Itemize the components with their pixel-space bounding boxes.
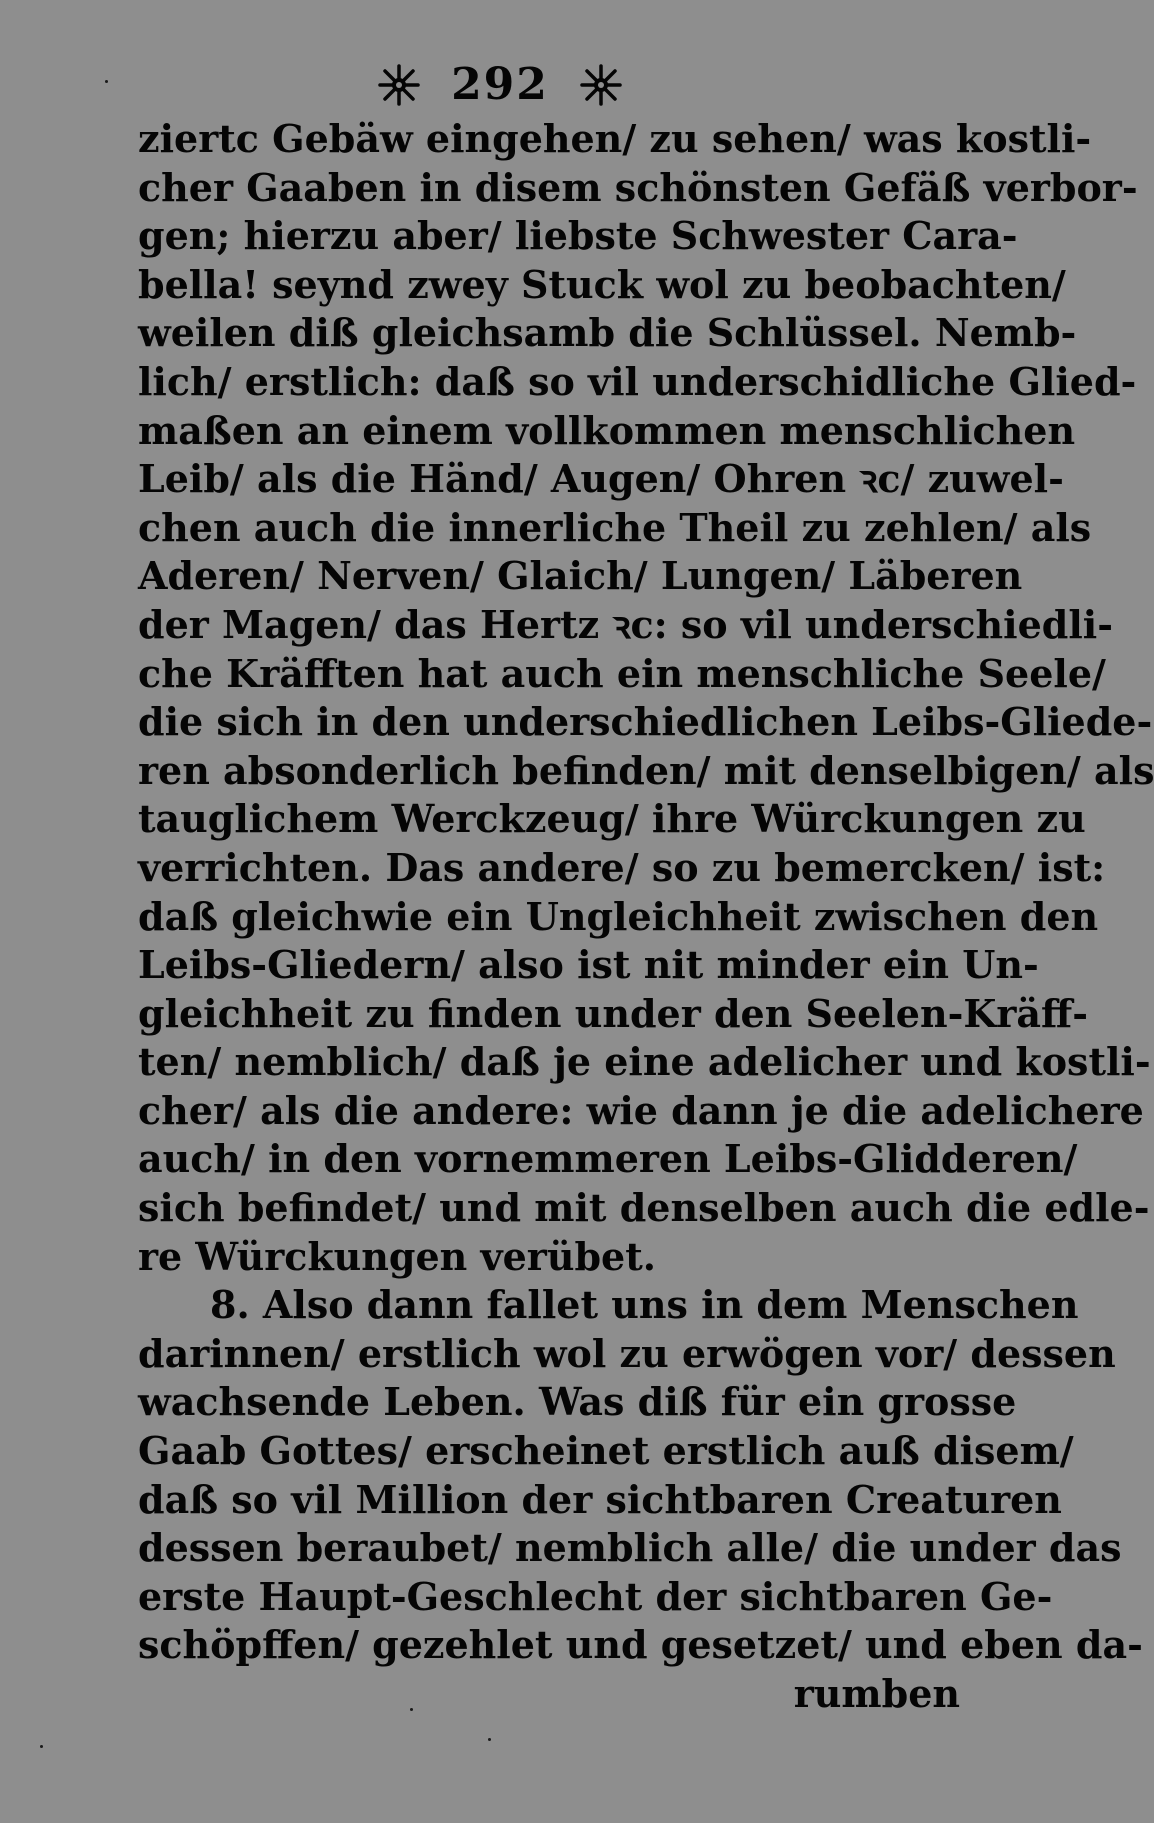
text-line: die sich in den underschiedlichen Leibs-Gliede- (138, 699, 1153, 745)
catchword: rumben (793, 1671, 960, 1716)
text-line: ten/ nemblich/ daß je eine adelicher und kostli- (138, 1039, 1151, 1085)
text-line: gleichheit zu finden under den Seelen-Kräff- (138, 990, 1088, 1036)
text-line: weilen diß gleichsamb die Schlüssel. Nemb- (138, 310, 1077, 356)
paper-speck (488, 1738, 491, 1741)
paper-speck (105, 80, 108, 83)
asterisk-flower-icon (377, 63, 421, 107)
text-line: daß gleichwie ein Ungleichheit zwischen den (138, 893, 1099, 939)
text-line: wachsende Leben. Was diß für ein grosse (138, 1379, 1017, 1425)
text-line: tauglichem Werckzeug/ ihre Würckungen zu (138, 796, 1086, 842)
paragraph-start-line: 8. Also dann fallet uns in dem Menschen (210, 1282, 1079, 1328)
text-line: cher/ als die andere: wie dann je die adelichere (138, 1087, 1144, 1133)
text-line: erste Haupt-Geschlecht der sichtbaren Ge- (138, 1573, 1053, 1619)
text-line: ren absonderlich befinden/ mit denselbigen/ als (138, 747, 1154, 793)
page-number: 292 (451, 58, 549, 110)
text-line: chen auch die innerliche Theil zu zehlen/ als (138, 504, 1092, 550)
text-line: sich befindet/ und mit denselben auch die edle- (138, 1185, 1150, 1231)
text-line: Leib/ als die Händ/ Augen/ Ohren ꝛc/ zuwel- (138, 456, 1064, 502)
text-line: daß so vil Million der sichtbaren Creaturen (138, 1476, 1062, 1522)
text-line: Aderen/ Nerven/ Glaich/ Lungen/ Läberen (138, 553, 1023, 599)
paper-speck (410, 1708, 413, 1711)
text-line: verrichten. Das andere/ so zu bemercken/ ist: (138, 844, 1106, 890)
text-line: Gaab Gottes/ erscheinet erstlich auß disem/ (138, 1428, 1074, 1474)
text-line: lich/ erstlich: daß so vil underschidliche Glied- (138, 358, 1137, 404)
body-text (138, 115, 1154, 1719)
text-line: schöpffen/ gezehlet und gesetzet/ und eben da- (138, 1622, 1143, 1668)
text-line: Leibs-Gliedern/ also ist nit minder ein Un- (138, 942, 1039, 988)
text-line: darinnen/ erstlich wol zu erwögen vor/ dessen (138, 1330, 1116, 1376)
text-line: cher Gaaben in disem schönsten Gefäß verbor- (138, 164, 1138, 210)
text-line: re Würckungen verübet. (138, 1233, 656, 1279)
text-line: der Magen/ das Hertz ꝛc: so vil underschiedli- (138, 601, 1114, 647)
text-line: bella! seynd zwey Stuck wol zu beobachten/ (138, 261, 1066, 307)
text-line: maßen an einem vollkommen menschlichen (138, 407, 1076, 453)
text-line: che Kräfften hat auch ein menschliche Seele/ (138, 650, 1106, 696)
text-line: gen; hierzu aber/ liebste Schwester Cara- (138, 213, 1018, 259)
text-line: ziertc Gebäw eingehen/ zu sehen/ was kostli- (138, 116, 1092, 161)
page-header (0, 52, 1000, 115)
text-line: dessen beraubet/ nemblich alle/ die under das (138, 1525, 1122, 1571)
asterisk-flower-icon (579, 63, 623, 107)
text-line: auch/ in den vornemmeren Leibs-Glidderen/ (138, 1136, 1078, 1182)
paper-speck (40, 1745, 43, 1748)
